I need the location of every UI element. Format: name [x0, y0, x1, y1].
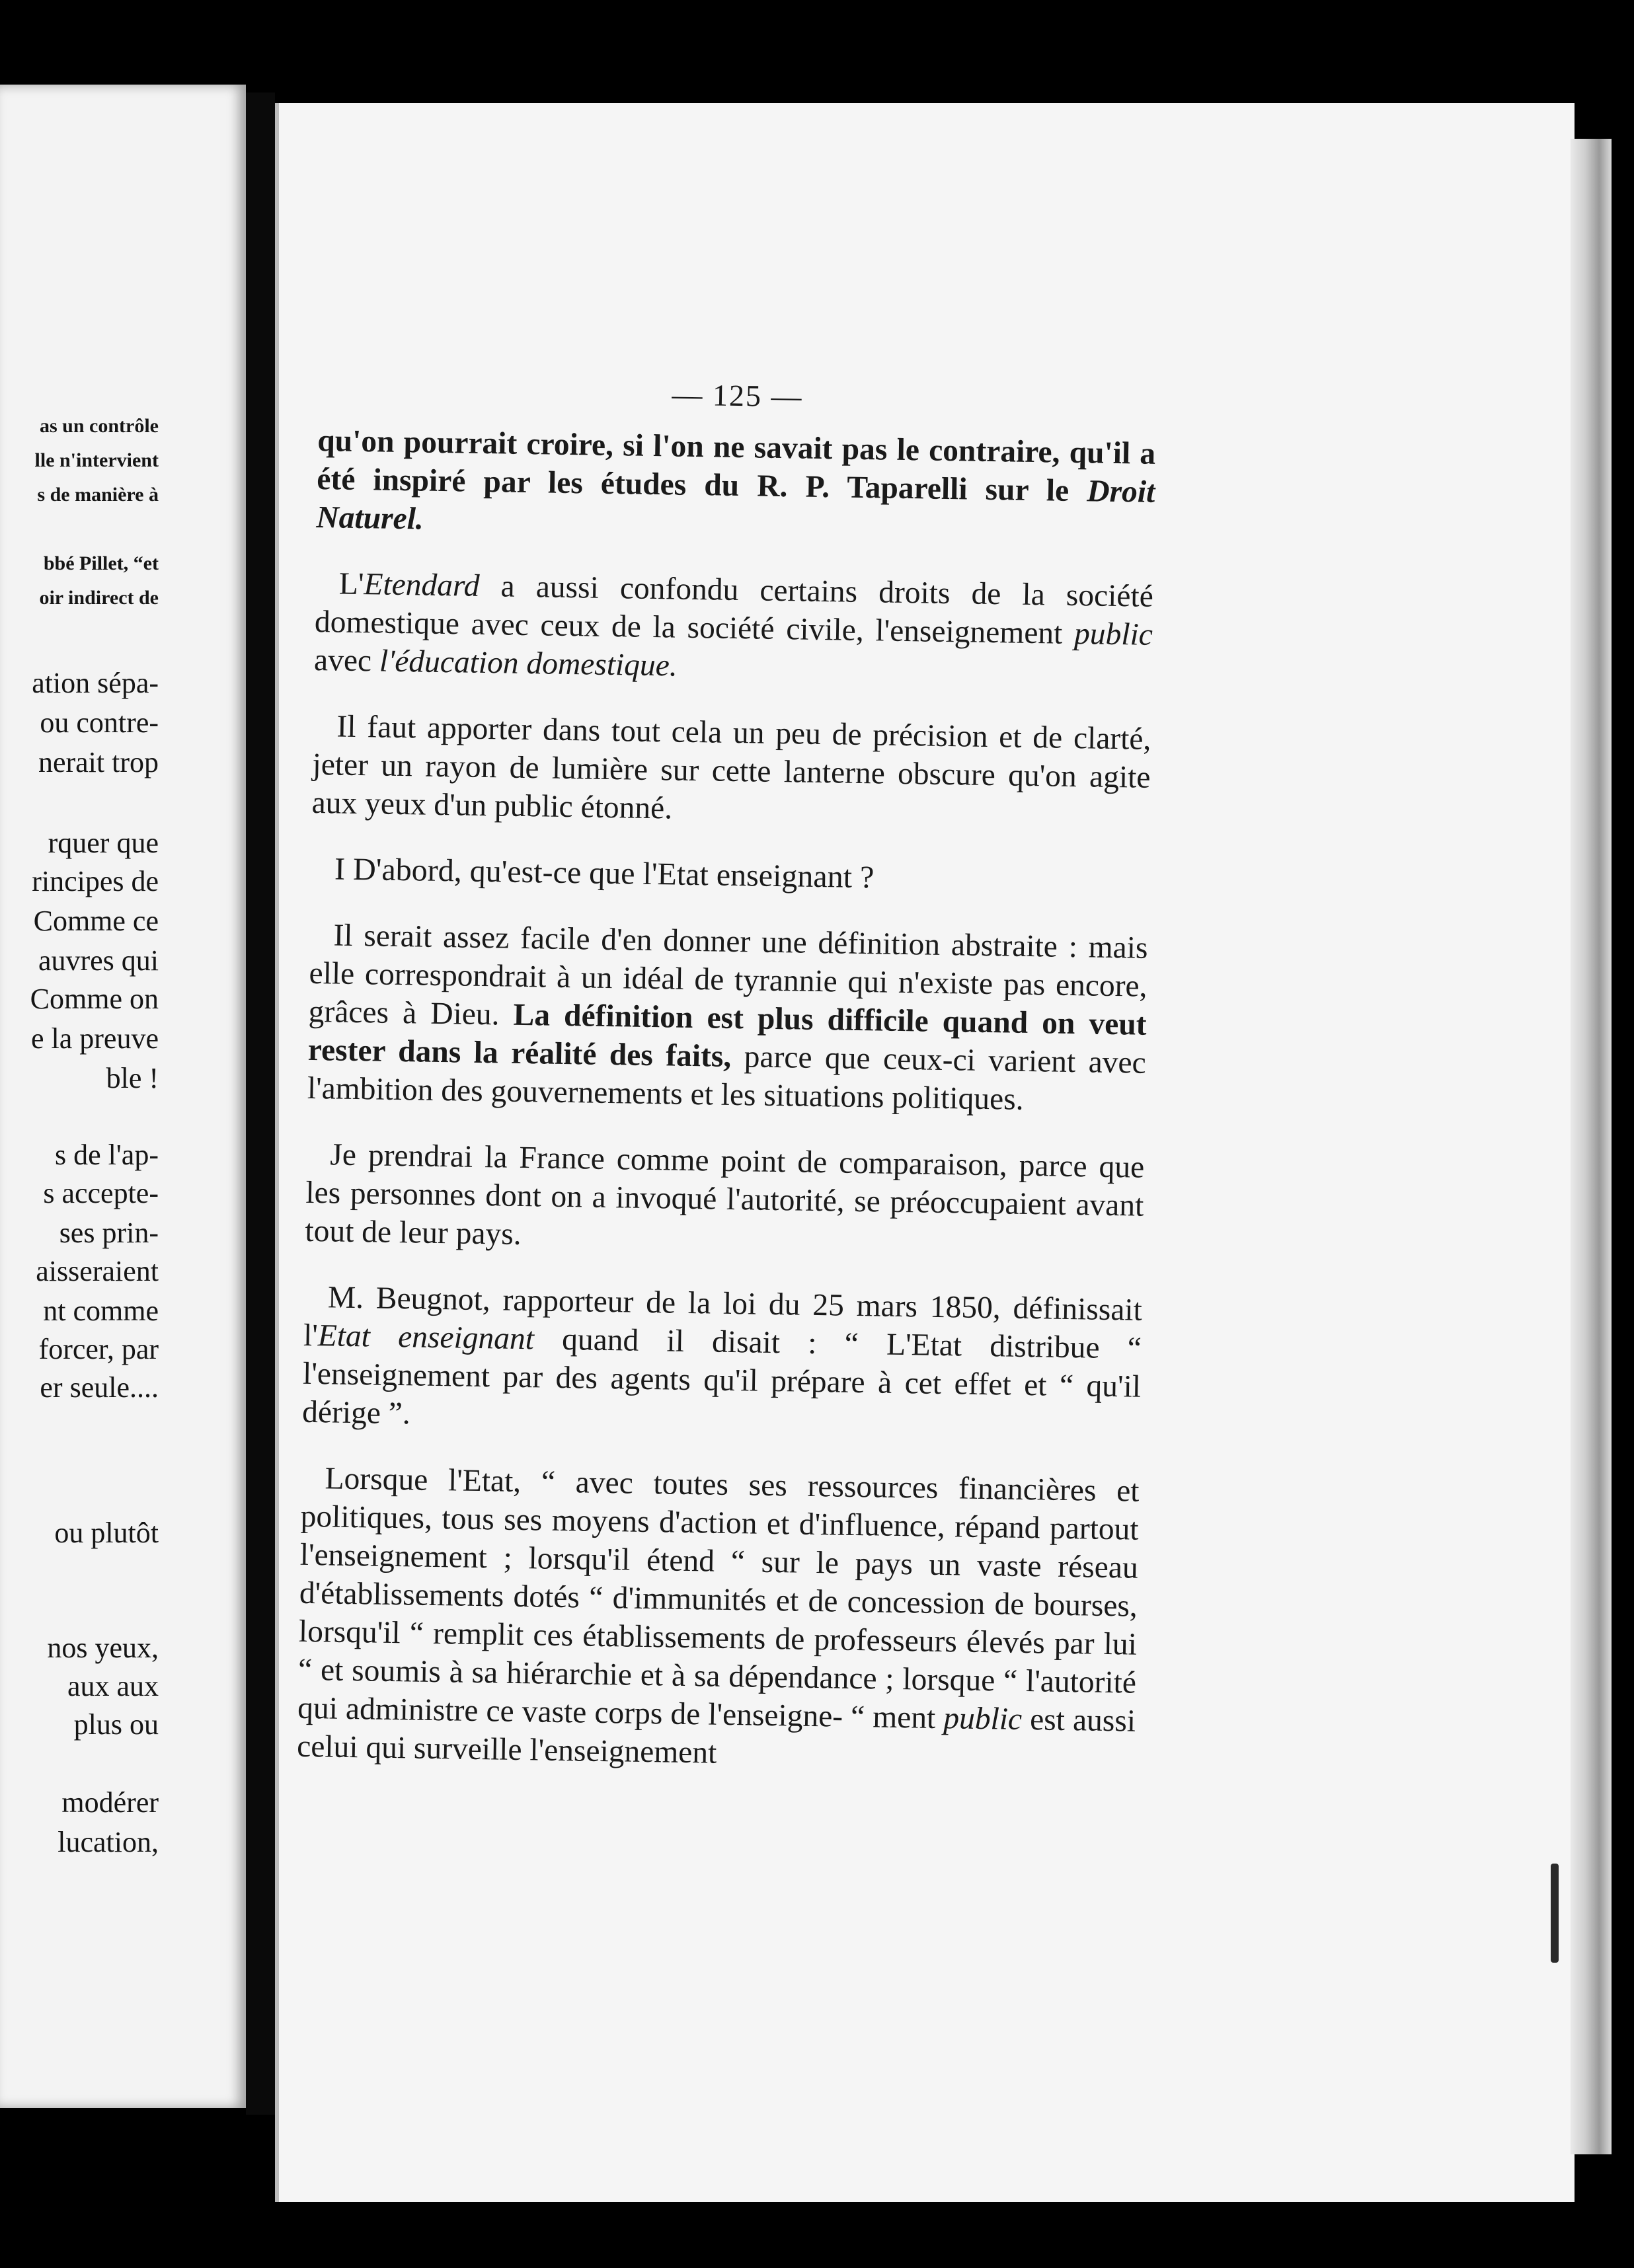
italic-run: public — [943, 1701, 1023, 1737]
left-page-line: s de l'ap- — [55, 1139, 159, 1171]
book-spine — [246, 93, 275, 2115]
italic-run: public — [1073, 617, 1153, 652]
left-page-line: s accepte- — [43, 1177, 159, 1209]
left-page-line: auvres qui — [38, 944, 159, 977]
left-page-line: forcer, par — [38, 1333, 159, 1365]
left-page-line: aisseraient — [36, 1255, 159, 1287]
left-page-line: Comme ce — [33, 905, 159, 937]
previous-page-fragment — [0, 85, 246, 2108]
section-heading: I D'abord, qu'est-ce que l'Etat enseignant ? — [334, 851, 875, 895]
italic-run: Etat enseignant — [317, 1318, 535, 1357]
text-run: parce que ceux-ci varient avec l'ambition des gouvernements et les situations politiques. — [307, 1039, 1147, 1117]
left-page-line: er seule.... — [40, 1371, 159, 1404]
left-page-line: modérer — [61, 1786, 159, 1819]
text-run: L' — [338, 566, 364, 602]
left-page-line: lle n'intervient — [34, 449, 159, 471]
left-page-line: nt comme — [43, 1295, 159, 1327]
left-page-line: ou contre- — [40, 706, 159, 739]
page-number: — 125 — — [672, 377, 803, 414]
left-page-line: aux aux — [67, 1670, 159, 1702]
left-page-line: nos yeux, — [47, 1632, 159, 1664]
italic-run: Etendard — [364, 567, 480, 603]
italic-run: l'éducation domestique. — [379, 644, 678, 683]
paragraph — [316, 422, 1156, 550]
page-edge — [1571, 139, 1612, 2154]
text-run: quand il disait : “ L'Etat distribue “ l'enseignement par des agents qu'il prépare à cet effet et “ qu'il dérige ”. — [301, 1322, 1142, 1431]
bold-run: La définition est plus difficile quand on veut rester dans la réalité des faits, — [307, 997, 1148, 1074]
left-page-line: bbé Pillet, “et — [43, 552, 159, 574]
left-page-line: nerait trop — [38, 746, 159, 778]
edge-mark — [1551, 1864, 1559, 1963]
paragraph — [297, 1459, 1140, 1779]
paragraph — [302, 1278, 1142, 1445]
italic-run: Droit Naturel. — [316, 474, 1155, 537]
left-page-line: ou plutôt — [54, 1517, 159, 1549]
paragraph: Il faut apporter dans tout cela un peu de précision et de clarté, jeter un rayon de lumière sur cette lanterne obscure qu'on agite aux yeux d'un public étonné. — [311, 709, 1151, 826]
text-run: avec — [313, 642, 380, 679]
page-text — [296, 370, 1157, 1807]
text-run: est aussi celui qui surveille l'enseignement — [296, 1702, 1136, 1770]
paragraph — [307, 916, 1148, 1121]
text-run: Il serait assez facile d'en donner une définition abstraite : mais elle correspondrait à un idéal de tyrannie qui n'existe pas encore, grâces à Dieu. — [308, 918, 1148, 1032]
paragraph: Je prendrai la France comme point de comparaison, parce que les personnes dont on a invoqué l'autorité, se préoccupaient avant tout de leur pays. — [305, 1137, 1145, 1252]
left-page-line: e la preuve — [31, 1022, 159, 1055]
left-page-line: oir indirect de — [39, 587, 159, 609]
text-run: M. Beugnot, rapporteur de la loi du 25 mars 1850, définissait l' — [303, 1280, 1143, 1353]
left-page-line: lucation, — [58, 1826, 159, 1858]
text-run: qu'on pourrait croire, si l'on ne savait pas le contraire, qu'il a été inspiré par les études du R. P. Taparelli sur le — [316, 423, 1156, 509]
text-run: a aussi confondu certains droits de la société domestique avec ceux de la société civile, l'enseignement — [314, 568, 1154, 652]
left-page-line: plus ou — [73, 1708, 159, 1741]
left-page-line: rquer que — [48, 827, 159, 859]
text-run: Lorsque l'Etat, “ avec toutes ses ressources financières et politiques, tous ses moyens d'action et d'influence, répand partout l'enseignement ; lorsqu'il étend “ sur le pays un vaste réseau d'établissements dotés “ d'immunités et de concession de bourses, lorsqu'il “ remplit ces établissements de professeurs élevés par lui “ et soumis à sa hiérarchie et à sa dépendance ; lorsque “ l'autorité qui administre ce vaste corps de l'enseigne- “ ment — [297, 1461, 1140, 1736]
left-page-line: ation sépa- — [32, 667, 159, 699]
left-page-line: as un contrôle — [40, 415, 159, 437]
paragraph — [314, 564, 1154, 693]
left-page-line: ble ! — [106, 1062, 159, 1094]
left-page-line: s de manière à — [37, 484, 159, 506]
left-page-line: Comme on — [30, 983, 159, 1015]
left-page-line: ses prin- — [59, 1217, 159, 1249]
left-page-line: rincipes de — [32, 865, 159, 897]
